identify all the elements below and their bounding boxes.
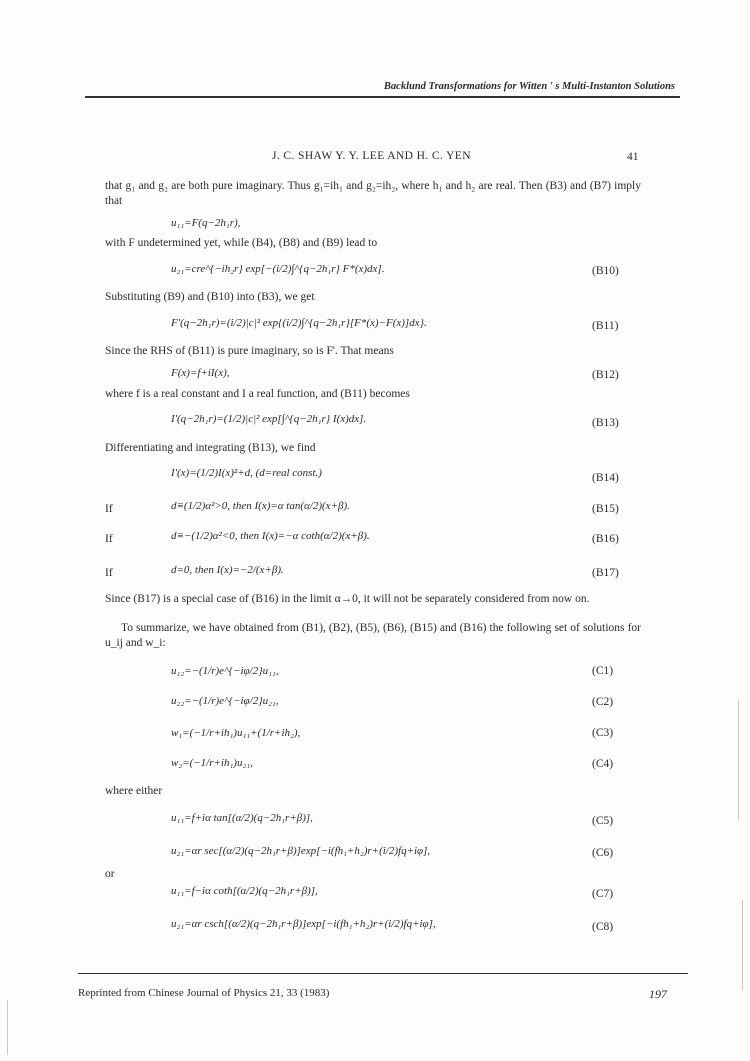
equation-c7: u₁₁=f−iα coth[(α/2)(q−2h₁r+β)], — [171, 885, 318, 897]
equation-c8: u₂₁=αr csch[(α/2)(q−2h₁r+β)]exp[−i(fh₁+h₂)r+(i/2)fq+iφ], — [171, 918, 436, 930]
paragraph: Since (B17) is a special case of (B16) in the limit α→0, it will not be separately considered from now on. — [105, 593, 590, 605]
paragraph: Differentiating and integrating (B13), we find — [105, 442, 316, 454]
paragraph: that g₁ and g₂ are both pure imaginary. Thus g₁=ih₁ and g₂=ih₂, where h₁ and h₂ are real. Then (B3) and (B7) imply that — [105, 180, 641, 207]
equation-b15: d≡(1/2)α²>0, then I(x)=α tan(α/2)(x+β). — [171, 500, 350, 512]
if-label: If — [105, 503, 113, 515]
equation-c1: u₁₂=−(1/r)e^{−iφ/2}u₁₁, — [171, 665, 279, 677]
folio-number: 197 — [649, 987, 667, 1001]
equation-b17: d=0, then I(x)=−2/(x+β). — [171, 564, 284, 576]
equation-b16: d≡−(1/2)α²<0, then I(x)=−α coth(α/2)(x+β). — [171, 530, 370, 542]
paragraph: To summarize, we have obtained from (B1), (B2), (B5), (B6), (B15) and (B16) the following set of solutions for u_ij and w_i: — [105, 622, 641, 649]
equation-c3: w₁=(−1/r+ih₁)u₁₁+(1/r+ih₂), — [171, 727, 301, 739]
equation-label-b15: (B15) — [592, 503, 619, 515]
scan-edge-mark — [7, 1000, 8, 1055]
if-label: If — [105, 567, 113, 579]
equation-label-c3: (C3) — [592, 727, 614, 739]
equation-b14: I'(x)=(1/2)I(x)²+d, (d=real const.) — [171, 467, 322, 479]
equation-c4: w₂=(−1/r+ih₁)u₂₁, — [171, 757, 253, 769]
equation-c5: u₁₁=f+iα tan[(α/2)(q−2h₁r+β)], — [171, 812, 313, 824]
equation-label-b16: (B16) — [592, 533, 619, 545]
paragraph: Substituting (B9) and (B10) into (B3), we get — [105, 291, 315, 303]
scan-edge-mark — [742, 900, 743, 990]
equation-b10: u₂₁=cre^{−ih₂r} exp[−(i/2)∫^{q−2h₁r} F*(x)dx]. — [171, 263, 385, 275]
equation-b12: F(x)=f+iI(x), — [171, 367, 230, 379]
equation-label-b17: (B17) — [592, 567, 619, 579]
scan-edge-mark — [738, 700, 739, 820]
equation-u11: u₁₁=F(q−2h₁r), — [171, 217, 241, 229]
reprint-note: Reprinted from Chinese Journal of Physics 21, 33 (1983) — [78, 987, 330, 999]
equation-c6: u₂₁=αr sec[(α/2)(q−2h₁r+β)]exp[−i(fh₁+h₂)r+(i/2)fq+iφ], — [171, 845, 431, 857]
equation-label-c5: (C5) — [592, 815, 614, 827]
equation-label-c4: (C4) — [592, 758, 614, 770]
authors-line: J. C. SHAW Y. Y. LEE AND H. C. YEN — [272, 150, 471, 162]
if-label: If — [105, 533, 113, 545]
equation-label-b11: (B11) — [592, 320, 619, 332]
equation-label-c8: (C8) — [592, 921, 614, 933]
footer-rule — [78, 973, 688, 974]
equation-label-b14: (B14) — [592, 472, 619, 484]
paragraph: where f is a real constant and I a real function, and (B11) becomes — [105, 388, 410, 400]
equation-label-b13: (B13) — [592, 417, 619, 429]
equation-label-c7: (C7) — [592, 888, 614, 900]
equation-c2: u₂₂=−(1/r)e^{−iφ/2}u₂₁, — [171, 695, 279, 707]
paragraph: with F undetermined yet, while (B4), (B8) and (B9) lead to — [105, 237, 378, 249]
equation-label-b10: (B10) — [592, 265, 619, 277]
equation-label-c2: (C2) — [592, 696, 614, 708]
header-rule — [85, 96, 680, 98]
equation-b11: F'(q−2h₁r)=(i/2)|c|² exp{(i/2)∫^{q−2h₁r}[F*(x)−F(x)]dx}. — [171, 317, 427, 329]
equation-label-b12: (B12) — [592, 369, 619, 381]
equation-b13: I'(q−2h₁r)=(1/2)|c|² exp[∫^{q−2h₁r} I(x)dx]. — [171, 413, 367, 425]
paragraph: or — [105, 868, 115, 880]
equation-label-c1: (C1) — [592, 665, 614, 677]
equation-label-c6: (C6) — [592, 847, 614, 859]
page-number: 41 — [627, 151, 639, 163]
paragraph: Since the RHS of (B11) is pure imaginary, so is F'. That means — [105, 345, 394, 357]
running-title: Backlund Transformations for Witten ' s Multi-Instanton Solutions — [383, 81, 675, 92]
paragraph: where either — [105, 785, 163, 797]
